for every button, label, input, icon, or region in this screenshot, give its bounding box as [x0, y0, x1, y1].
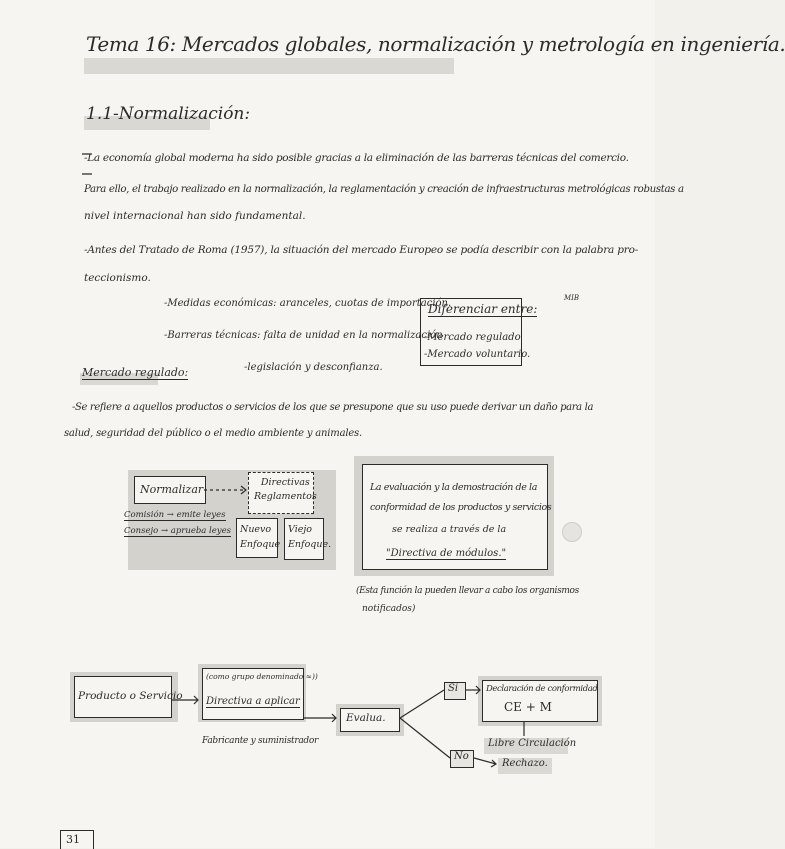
producto-label: Producto o Servicio: [78, 690, 183, 702]
diferenciar-title: Diferenciar entre:: [428, 302, 538, 316]
paragraph-2-line-1: -Antes del Tratado de Roma (1957), la situación del mercado Europeo se podía describir con la palabra pro-: [84, 244, 639, 256]
eval-line-3: se realiza a través de la: [392, 524, 507, 535]
declaracion-label: Declaración de conformidad: [486, 684, 598, 694]
diferenciar-item-2: -Mercado voluntario.: [424, 349, 531, 360]
paragraph-1-line-1: -La economía global moderna ha sido posible gracias a la eliminación de las barreras técnicas del comercio.: [84, 152, 629, 164]
definition-line-1: -Se refiere a aquellos productos o servicios de los que se presupone que su uso puede derivar un daño para la: [72, 402, 594, 413]
si-label: Si: [448, 683, 459, 694]
viejo-enfoque-label: Viejo Enfoque.: [288, 524, 332, 550]
eval-note-line-2: notificados): [362, 604, 416, 614]
section-heading: 1.1-Normalización:: [86, 104, 251, 124]
consejo-label: Consejo → aprueba leyes: [124, 526, 231, 536]
paragraph-2-line-2: teccionismo.: [84, 272, 151, 284]
directiva-label: Directiva a aplicar: [206, 696, 300, 707]
margin-note: MIB: [564, 294, 580, 302]
comision-label: Comisión → emite leyes: [124, 510, 226, 520]
mercado-regulado-heading: Mercado regulado:: [82, 366, 189, 379]
paragraph-1-line-2: Para ello, el trabajo realizado en la normalización, la reglamentación y creación de infraestructuras metrológicas robustas a: [84, 184, 684, 195]
normalizar-label: Normalizar: [140, 483, 204, 496]
ce-marking: CE + M: [504, 700, 552, 714]
como-grupo-label: (como grupo denominado ≈)): [206, 672, 318, 681]
diferenciar-item-1: -Mercado regulado: [424, 332, 521, 343]
fabricante-label: Fabricante y suministrador: [202, 736, 318, 746]
legislacion: -legislación y desconfianza.: [244, 362, 383, 373]
eval-line-2: conformidad de los productos y servicios: [370, 502, 552, 513]
directivas-label: Directivas Reglamentos: [254, 477, 317, 502]
eval-line-4: "Directiva de módulos.": [386, 548, 507, 559]
evalua-label: Evalua.: [346, 712, 386, 724]
page-title: Tema 16: Mercados globales, normalización y metrología en ingeniería.: [86, 32, 785, 56]
rechazo-label: Rechazo.: [502, 758, 548, 769]
paragraph-1-line-3: nivel internacional han sido fundamental.: [84, 210, 306, 222]
nuevo-enfoque-label: Nuevo Enfoque: [240, 524, 281, 550]
no-label: No: [454, 751, 469, 762]
definition-line-2: salud, seguridad del público o el medio ambiente y animales.: [64, 428, 362, 439]
medidas-economicas: -Medidas económicas: aranceles, cuotas de importación.: [164, 298, 452, 309]
eval-line-1: La evaluación y la demostración de la: [370, 482, 537, 493]
eval-note-line-1: (Esta función la pueden llevar a cabo los organismos: [356, 586, 579, 596]
libre-circulacion-label: Libre Circulación: [488, 738, 577, 749]
page-number: 31: [66, 833, 80, 846]
barreras-tecnicas: -Barreras técnicas: falta de unidad en la normalización: [164, 330, 443, 341]
binder-hole: [562, 522, 582, 542]
